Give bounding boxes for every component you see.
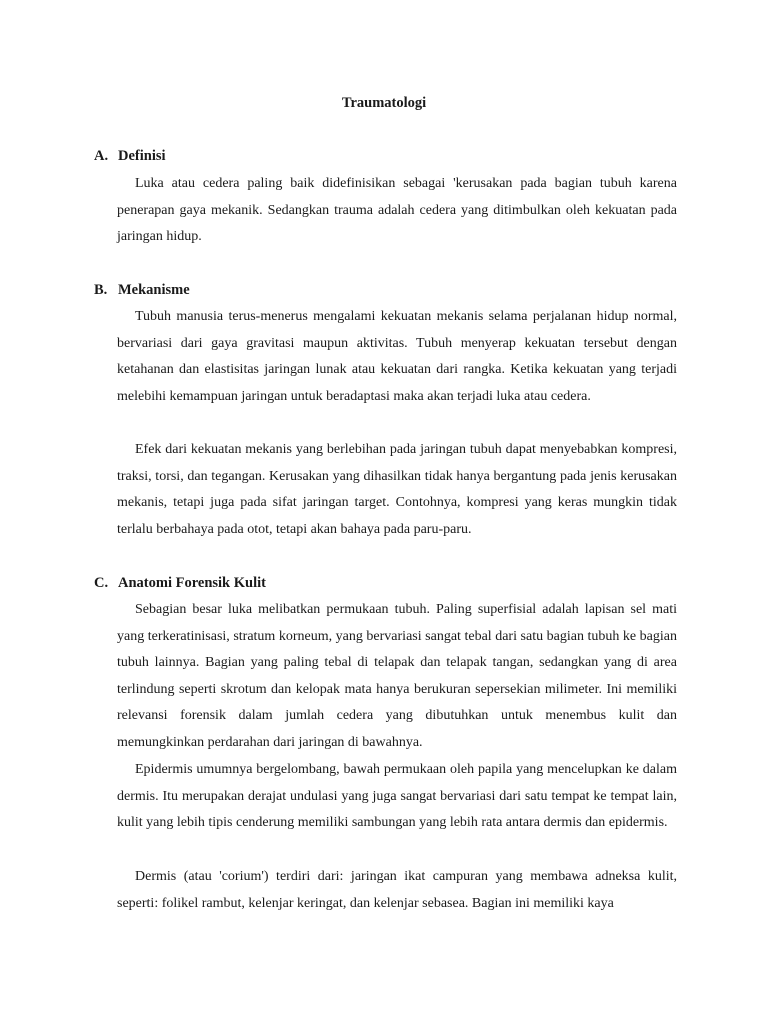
document-title: Traumatologi [341, 95, 427, 111]
paragraph: Tubuh manusia terus-menerus mengalami kekuatan mekanis selama perjalanan hidup normal, bervariasi dari gaya gravitasi maupun aktivitas. Tubuh menyerap kekuatan tersebut dengan ketahanan dan elastisitas jaringan lunak atau kekuatan dari rangka. Ketika kekuatan yang terjadi melebihi kemampuan jaringan untuk beradaptasi maka akan terjadi luka atau cedera. [117, 309, 677, 404]
section-title: Anatomi Forensik Kulit [118, 575, 266, 591]
section-title: Mekanisme [118, 282, 190, 298]
section-title: Definisi [118, 148, 166, 164]
section-letter: A. [94, 148, 109, 164]
paragraph: Efek dari kekuatan mekanis yang berlebihan pada jaringan tubuh dapat menyebabkan kompresi, traksi, torsi, dan tegangan. Kerusakan yang dihasilkan tidak hanya bergantung pada jenis kerusakan mekanis, tetapi juga pada sifat jaringan target. Contohnya, kompresi yang keras mungkin tidak terlalu berbahaya pada otot, tetapi akan bahaya pada paru-paru. [117, 442, 677, 537]
section-heading-c [94, 573, 266, 593]
section-letter: C. [94, 575, 109, 591]
section-letter: B. [94, 282, 108, 298]
paragraph: Sebagian besar luka melibatkan permukaan tubuh. Paling superfisial adalah lapisan sel mati yang terkeratinisasi, stratum korneum, yang bervariasi sangat tebal dari satu bagian tubuh ke bagian tubuh lainnya. Bagian yang paling tebal di telapak dan telapak tangan, sedangkan yang di area terlindung seperti skrotum dan kelopak mata hanya berukuran sepersekian milimeter. Ini memiliki relevansi forensik dalam jumlah cedera yang dibutuhkan untuk menembus kulit dan memungkinkan perdarahan dari jaringan di bawahnya. [117, 602, 677, 750]
paragraph: Dermis (atau 'corium') terdiri dari: jaringan ikat campuran yang membawa adneksa kulit, seperti: folikel rambut, kelenjar keringat, dan kelenjar sebasea. Bagian ini memiliki kaya [117, 869, 677, 911]
section-heading-b [94, 280, 190, 300]
section-heading-a [94, 146, 166, 166]
paragraph: Epidermis umumnya bergelombang, bawah permukaan oleh papila yang mencelupkan ke dalam dermis. Itu merupakan derajat undulasi yang juga sangat bervariasi dari satu tempat ke tempat lain, kulit yang lebih tipis cenderung memiliki sambungan yang lebih rata antara dermis dan epidermis. [117, 762, 677, 831]
paragraph: Luka atau cedera paling baik didefinisikan sebagai 'kerusakan pada bagian tubuh karena penerapan gaya mekanik. Sedangkan trauma adalah cedera yang ditimbulkan oleh kekuatan pada jaringan hidup. [117, 176, 677, 245]
